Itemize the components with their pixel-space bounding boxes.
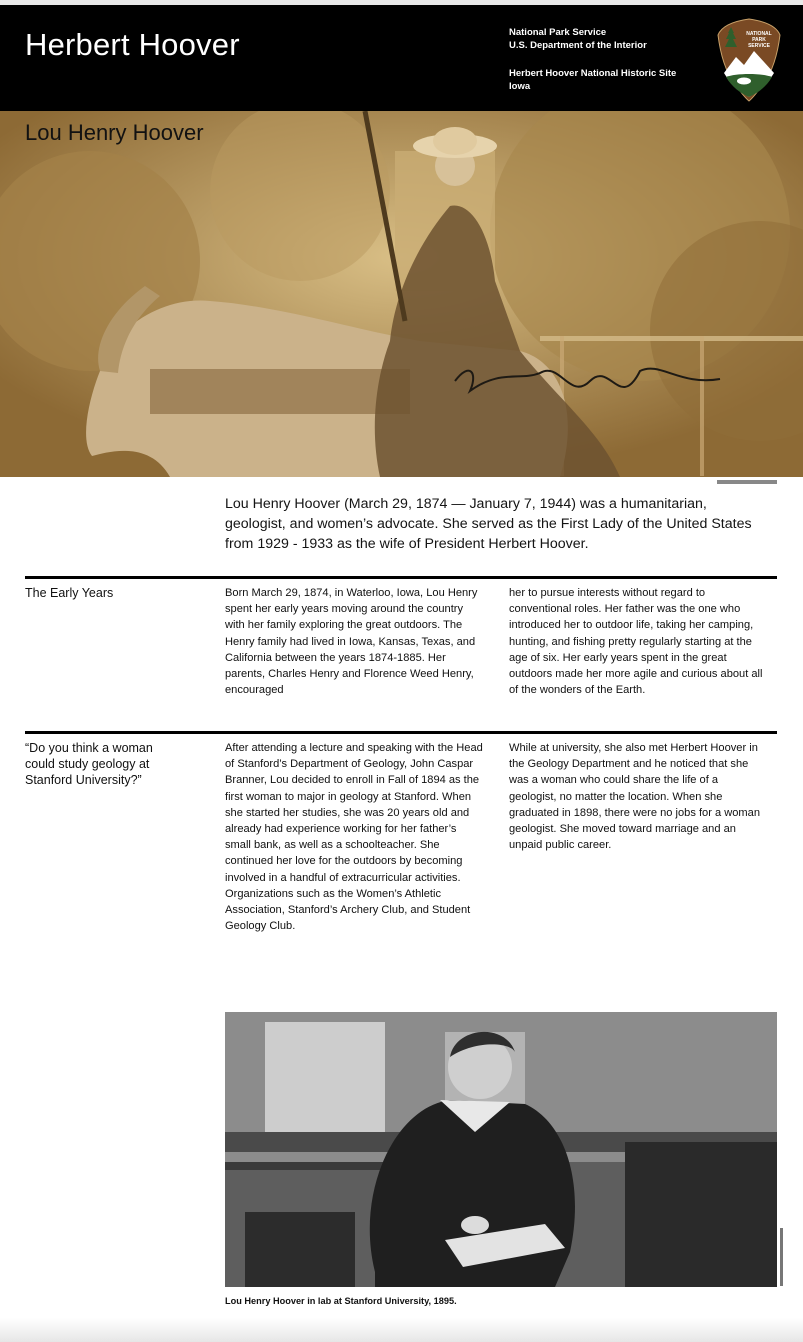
early-years-column-1: Born March 29, 1874, in Waterloo, Iowa, Lou Henry spent her early years moving around the country with her family exploring the great outdoors. The Henry family had lived in Iowa, Kansas, Texas, and California between the years 1874-1885. Her parents, Charles Henry and Florence Weed Henry, encouraged (225, 587, 478, 697)
hero-title: Lou Henry Hoover (25, 120, 204, 145)
bottom-edge (0, 1318, 803, 1342)
lab-photo (225, 1012, 777, 1287)
park-block (509, 67, 676, 93)
stanford-column-1: After attending a lecture and speaking with the Head of Stanford’s Department of Geology, John Caspar Branner, Lou decided to enroll in Fall of 1894 as the first woman to major in geology at Stanford. When she started her studies, she was 20 years old and already had experience working for her father’s small bank, as well as a schoolteacher. She continued her love for the outdoors by becoming involved in a handful of extracurricular activities. Organizations such as the Women’s Athletic Association, Stanford’s Archery Club, and Student Geology Club. (225, 742, 483, 933)
section-label-quote: “Do you think a woman could study geology at Stanford University?” (25, 741, 153, 787)
department-name: U.S. Department of the Interior (509, 40, 647, 51)
logo-text-service: SERVICE (748, 43, 770, 49)
section-label-early-years: The Early Years (25, 586, 114, 600)
photo-caption: Lou Henry Hoover in lab at Stanford University, 1895. (225, 1296, 457, 1306)
lab-illustration (225, 1012, 777, 1287)
agency-name: National Park Service (509, 27, 607, 38)
scrollbar-thumb[interactable] (780, 1228, 783, 1286)
site-header (0, 5, 803, 111)
stanford-column-2: While at university, she also met Herbert Hoover in the Geology Department and he noticed that she was a woman who could share the life of a geologist, no matter the location. When she graduated in 1898, there were no jobs for a woman geologist. She moved toward marriage and an unpaid public career. (509, 742, 761, 852)
site-title[interactable]: Herbert Hoover (25, 27, 240, 62)
section-divider (25, 576, 777, 579)
agency-block (509, 26, 647, 52)
early-years-column-2: her to pursue interests without regard to conventional roles. Her father was the one who introduced her to outdoor life, taking her camping, hunting, and fishing pretty regularly starting at the age of six. Her early years spent in the great outdoors made her more agile and curious about all of the wonders of the Earth. (509, 587, 763, 697)
section-divider (25, 731, 777, 734)
logo-text-national: NATIONAL (746, 31, 772, 37)
nps-arrowhead-logo[interactable] (716, 17, 782, 103)
hero-illustration (0, 111, 803, 477)
hero-photo (0, 111, 803, 477)
scroll-indicator[interactable] (717, 480, 777, 484)
intro-paragraph: Lou Henry Hoover (March 29, 1874 — January 7, 1944) was a humanitarian, geologist, and women’s advocate. She served as the First Lady of the United States from 1929 - 1933 as the wife of President Herbert Hoover. (225, 496, 752, 552)
park-name: Herbert Hoover National Historic Site (509, 68, 677, 79)
park-state: Iowa (509, 81, 531, 92)
logo-text-park: PARK (752, 37, 766, 43)
